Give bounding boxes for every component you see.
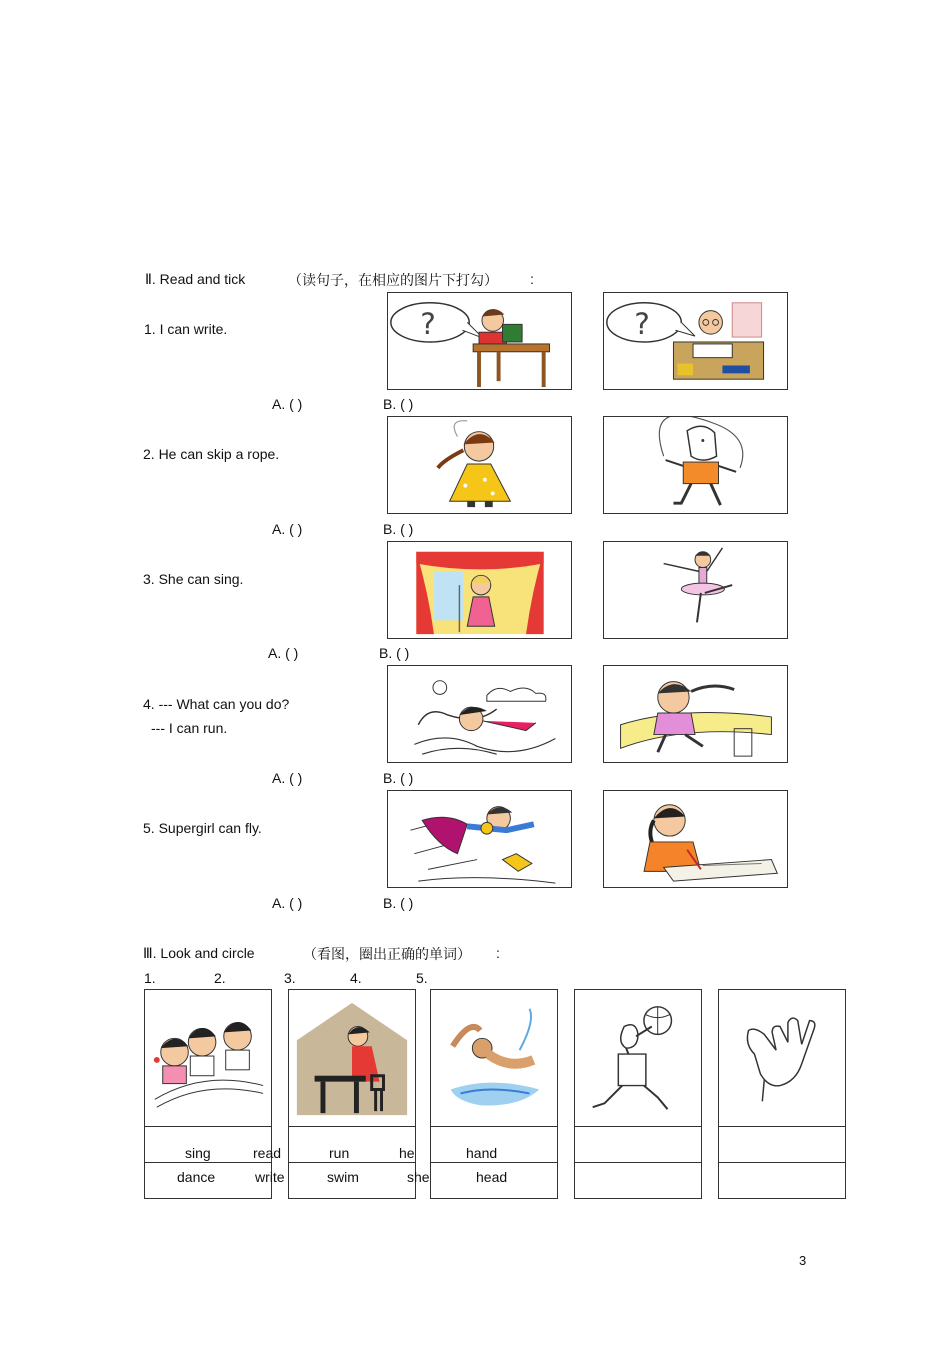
item3-option-b[interactable]: B. ( ) xyxy=(379,645,410,661)
item4-option-a[interactable]: A. ( ) xyxy=(272,770,303,786)
item5-sentence: 5. Supergirl can fly. xyxy=(143,820,262,836)
word-option[interactable]: he xyxy=(399,1145,415,1161)
hand-gesture-illustration xyxy=(719,990,845,1126)
section2-colon: : xyxy=(530,271,534,287)
cell-3-word-row-bottom xyxy=(431,1162,557,1200)
cell-2-word-row-top xyxy=(289,1126,415,1162)
word-option[interactable]: head xyxy=(476,1169,508,1185)
item5-picture-b xyxy=(603,790,788,888)
cell-2-word-row-bottom xyxy=(289,1162,430,1200)
item4-sentence-answer: --- I can run. xyxy=(151,720,228,736)
cell-5-word-row-bottom xyxy=(719,1162,845,1200)
item2-sentence: 2. He can skip a rope. xyxy=(143,446,280,462)
supergirl-flying-illustration xyxy=(388,791,571,887)
item2-option-a[interactable]: A. ( ) xyxy=(272,521,303,537)
girl-drawing-illustration xyxy=(604,791,787,887)
cell-number-2: 2. xyxy=(214,970,226,986)
item4-picture-b xyxy=(603,665,788,763)
cell-number-1: 1. xyxy=(144,970,156,986)
item1-option-b[interactable]: B. ( ) xyxy=(383,396,414,412)
word-option[interactable]: run xyxy=(329,1145,350,1161)
item1-sentence: 1. I can write. xyxy=(144,321,228,337)
item2-picture-b xyxy=(603,416,788,514)
cell-4-word-row-top xyxy=(575,1126,701,1162)
item3-picture-b xyxy=(603,541,788,639)
girl-swimming-illustration xyxy=(388,666,571,762)
item5-option-a[interactable]: A. ( ) xyxy=(272,895,303,911)
item1-picture-a xyxy=(387,292,572,390)
svg-text:?: ? xyxy=(634,307,650,342)
girl-skipping-rope-illustration xyxy=(388,417,571,513)
section3-instruction: （看图，圈出正确的单词） xyxy=(303,948,471,963)
item4-picture-a xyxy=(387,665,572,763)
boy-playing-basketball-illustration xyxy=(575,990,701,1126)
word-option[interactable]: read xyxy=(253,1145,282,1161)
svg-text:?: ? xyxy=(420,307,436,342)
item1-picture-b xyxy=(603,292,788,390)
word-option[interactable]: write xyxy=(255,1169,285,1185)
cell-5-word-row-top xyxy=(719,1126,845,1162)
girl-writing-at-desk-illustration xyxy=(604,293,787,389)
section3-title: Ⅲ. Look and circle xyxy=(143,945,255,961)
look-circle-cell-1 xyxy=(144,989,285,1199)
item4-option-b[interactable]: B. ( ) xyxy=(383,770,414,786)
item5-picture-a xyxy=(387,790,572,888)
cell-number-3: 3. xyxy=(284,970,296,986)
item1-option-a[interactable]: A. ( ) xyxy=(272,396,303,412)
look-circle-cell-4 xyxy=(574,989,702,1199)
word-option[interactable]: she xyxy=(407,1169,430,1185)
girl-singing-on-stage-illustration xyxy=(388,542,571,638)
item4-sentence: 4. --- What can you do? xyxy=(143,696,290,712)
cell-1-word-row-bottom xyxy=(145,1162,285,1200)
section3-colon: : xyxy=(496,945,500,961)
item2-picture-a xyxy=(387,416,572,514)
cell-3-word-row-top xyxy=(431,1126,557,1162)
cell-1-word-row-top xyxy=(145,1126,282,1162)
look-circle-cell-5 xyxy=(718,989,846,1199)
girl-running-illustration xyxy=(604,666,787,762)
cell-number-5: 5. xyxy=(416,970,428,986)
section2-instruction: （读句子，在相应的图片下打勾） xyxy=(288,274,498,289)
look-circle-cell-2 xyxy=(288,989,430,1199)
item3-picture-a xyxy=(387,541,572,639)
page-number: 3 xyxy=(799,1253,807,1268)
children-singing-illustration xyxy=(145,990,271,1126)
man-swimming-illustration xyxy=(431,990,557,1126)
cell-number-4: 4. xyxy=(350,970,362,986)
section2-title: Ⅱ. Read and tick xyxy=(145,271,246,287)
item5-option-b[interactable]: B. ( ) xyxy=(383,895,414,911)
boy-reading-at-desk-illustration xyxy=(388,293,571,389)
word-option[interactable]: hand xyxy=(466,1145,498,1161)
item2-option-b[interactable]: B. ( ) xyxy=(383,521,414,537)
item3-option-a[interactable]: A. ( ) xyxy=(268,645,299,661)
cell-4-word-row-bottom xyxy=(575,1162,701,1200)
item3-sentence: 3. She can sing. xyxy=(143,571,244,587)
look-circle-cell-3 xyxy=(430,989,558,1199)
word-option[interactable]: dance xyxy=(177,1169,216,1185)
boy-skipping-rope-illustration xyxy=(604,417,787,513)
word-option[interactable]: swim xyxy=(327,1169,359,1185)
girl-dancing-ballet-illustration xyxy=(604,542,787,638)
girl-writing-at-home-illustration xyxy=(289,990,415,1126)
word-option[interactable]: sing xyxy=(185,1145,211,1161)
